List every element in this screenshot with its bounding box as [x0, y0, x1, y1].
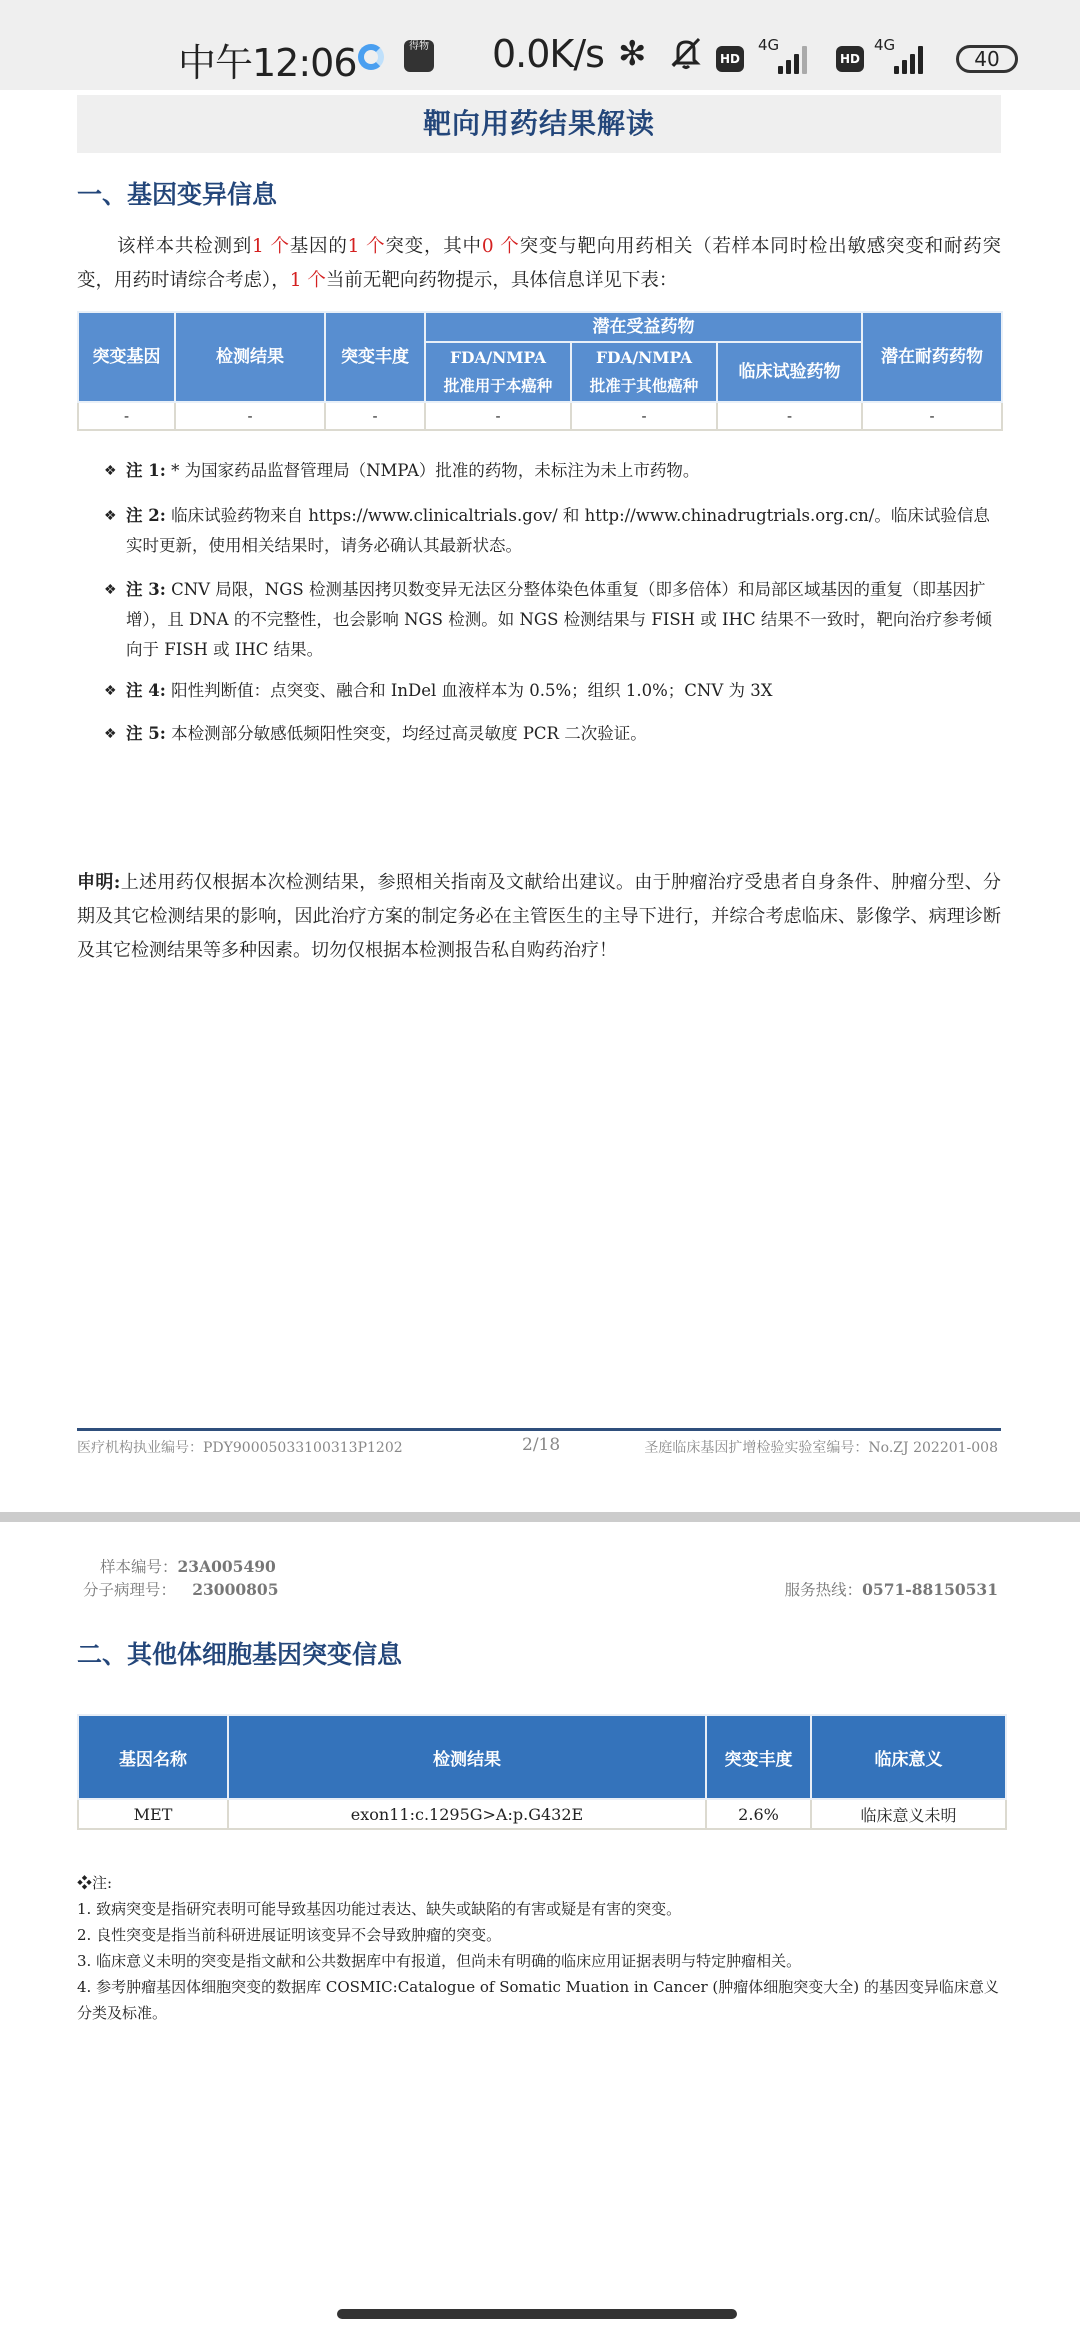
no-drug-count: 1 个	[289, 270, 326, 291]
cell: -	[325, 402, 425, 430]
diamond-bullet-icon: ❖	[104, 508, 117, 524]
col-header-abundance: 突变丰度	[706, 1715, 811, 1799]
col-header-resistant: 潜在耐药药物	[862, 312, 1002, 402]
diamond-bullet-icon: ❖	[104, 582, 117, 598]
note-5: ❖ 注 5: 本检测部分敏感低频阳性突变，均经过高灵敏度 PCR 二次验证。	[104, 719, 1001, 749]
col-header-abundance: 突变丰度	[325, 312, 425, 402]
result-cell: exon11:c.1295G>A:p.G432E	[228, 1799, 706, 1829]
col-header-fda-other: FDA/NMPA 批准于其他癌种	[571, 342, 717, 402]
mutation-count: 1 个	[347, 236, 386, 257]
col-header-result: 检测结果	[175, 312, 325, 402]
status-bar	[0, 0, 1080, 90]
signal-icon-sim1: 4G	[758, 36, 818, 76]
bluetooth-icon: ✻	[618, 34, 647, 74]
report-title: 靶向用药结果解读	[422, 107, 655, 140]
home-gesture-bar[interactable]	[337, 2309, 737, 2319]
section-title-gene-variation: 一、基因变异信息	[77, 180, 278, 209]
hd-voice-icon: HD	[716, 46, 744, 72]
cell: -	[78, 402, 175, 430]
table-row	[78, 402, 1002, 430]
cell: -	[425, 402, 571, 430]
footer-license: 医疗机构执业编号：PDY90005033100313P1202	[77, 1440, 403, 1456]
battery-icon: 40	[956, 45, 1018, 73]
summary-paragraph: 该样本共检测到1 个基因的1 个突变，其中0 个突变与靶向用药相关（若样本同时检出敏感突变和耐药突变，用药时请综合考虑），1 个当前无靶向药物提示，具体信息详见下表：	[77, 236, 1001, 291]
service-hotline: 服务热线：0571-88150531	[784, 1580, 998, 1599]
col-header-detection-result: 检测结果	[228, 1715, 706, 1799]
notes-title: ❖注:	[77, 1874, 113, 1892]
note-item: 1. 致病突变是指研究表明可能导致基因功能过表达、缺失或缺陷的有害或疑是有害的突变。	[77, 1900, 682, 1918]
page-number: 2/18	[522, 1435, 561, 1455]
footer-lab-id: 圣庭临床基因扩增检验实验室编号：No.ZJ 202201-008	[644, 1440, 998, 1456]
diamond-bullet-icon: ❖	[104, 726, 117, 742]
clock: 中午12:06	[178, 41, 357, 85]
note-item: 3. 临床意义未明的突变是指文献和公共数据库中有报道，但尚未有明确的临床应用证据表明与特定肿瘤相关。	[77, 1952, 802, 1970]
cell: -	[862, 402, 1002, 430]
col-header-gene: 突变基因	[78, 312, 175, 402]
footer-divider	[77, 1428, 1001, 1431]
table-row	[78, 1799, 1006, 1829]
section-title-other-somatic: 二、其他体细胞基因突变信息	[77, 1640, 403, 1669]
page-separator	[0, 1512, 1080, 1522]
hd-voice-icon-2: HD	[836, 46, 864, 72]
diamond-bullet-icon: ❖	[104, 463, 117, 479]
mute-icon	[668, 36, 704, 78]
note-2: ❖ 注 2: 临床试验药物来自 https://www.clinicaltrials.gov/ 和 http://www.chinadrugtrials.org.cn/。临床试验信息实时更新，使用相关结果时，请务必确认其最新状态。	[104, 501, 1001, 561]
col-header-benefit-group: 潜在受益药物	[425, 312, 862, 342]
diamond-bullet-icon: ❖	[104, 683, 117, 699]
targeted-drug-table	[77, 311, 1003, 431]
signal-icon-sim2: 4G	[874, 36, 934, 76]
gene-count: 1 个	[252, 236, 290, 257]
targeted-count: 0 个	[481, 236, 520, 257]
col-header-fda-this: FDA/NMPA 批准用于本癌种	[425, 342, 571, 402]
somatic-mutation-table	[77, 1714, 1007, 1830]
sample-number: 样本编号：23A005490	[100, 1557, 276, 1576]
abundance-cell: 2.6%	[706, 1799, 811, 1829]
note-item: 2. 良性突变是指当前科研进展证明该变异不会导致肿瘤的突变。	[77, 1926, 502, 1944]
col-header-gene-name: 基因名称	[78, 1715, 228, 1799]
gene-name-cell: MET	[78, 1799, 228, 1829]
browser-app-icon	[358, 44, 384, 70]
note-item: 4. 参考肿瘤基因体细胞突变的数据库 COSMIC:Catalogue of Somatic Muation in Cancer (肿瘤体细胞突变大全) 的基因变异临床意义分类及标准。	[77, 1978, 999, 2022]
significance-cell: 临床意义未明	[811, 1799, 1006, 1829]
network-speed: 0.0K/s	[492, 32, 604, 76]
pathology-number: 分子病理号： 23000805	[83, 1580, 279, 1599]
note-3: ❖ 注 3: CNV 局限，NGS 检测基因拷贝数变异无法区分整体染色体重复（即多倍体）和局部区域基因的重复（即基因扩增），且 DNA 的不完整性，也会影响 NGS 检测。如 NGS 检测结果与 FISH 或 IHC 结果不一致时，靶向治疗参考倾向于 FISH 或 IHC 结果。	[104, 575, 1001, 665]
dewu-app-icon: 得物	[404, 40, 434, 72]
col-header-trial: 临床试验药物	[717, 342, 862, 402]
cell: -	[717, 402, 862, 430]
report-title-band	[77, 95, 1001, 153]
col-header-clinical-significance: 临床意义	[811, 1715, 1006, 1799]
note-1: ❖ 注 1: * 为国家药品监督管理局（NMPA）批准的药物，未标注为未上市药物。	[104, 456, 1001, 486]
declaration: 申明:上述用药仅根据本次检测结果，参照相关指南及文献给出建议。由于肿瘤治疗受患者自身条件、肿瘤分型、分期及其它检测结果的影响，因此治疗方案的制定务必在主管医生的主导下进行，并综合考虑临床、影像学、病理诊断及其它检测结果等多种因素。切勿仅根据本检测报告私自购药治疗！	[77, 872, 1001, 961]
cell: -	[571, 402, 717, 430]
somatic-notes	[77, 1870, 1007, 2026]
cell: -	[175, 402, 325, 430]
note-4: ❖ 注 4: 阳性判断值：点突变、融合和 InDel 血液样本为 0.5%；组织 1.0%；CNV 为 3X	[104, 676, 1001, 706]
